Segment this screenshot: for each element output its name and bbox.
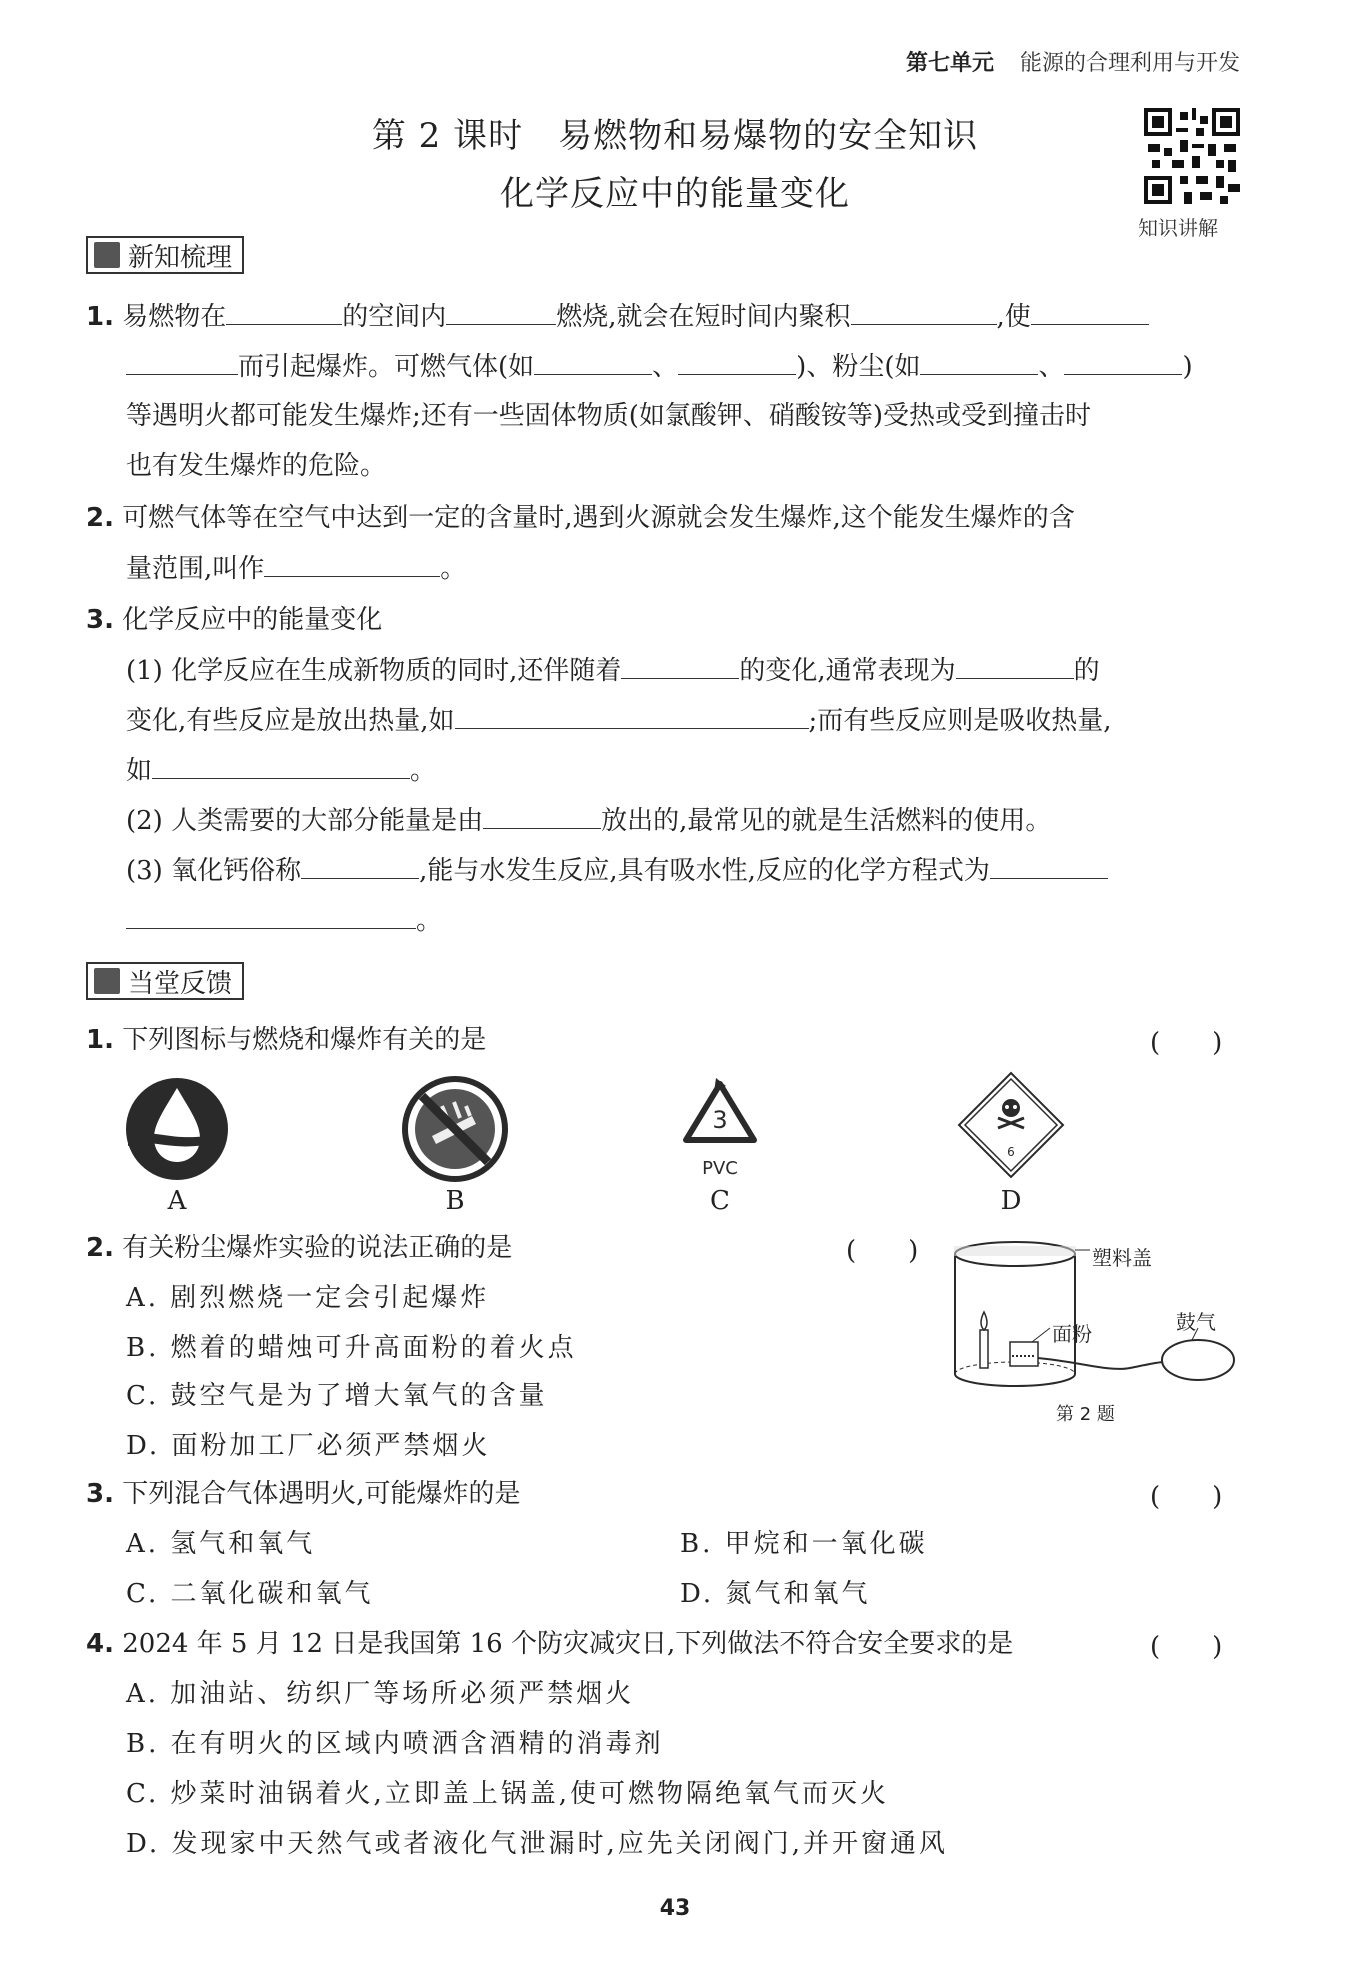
text: 的 — [1073, 656, 1100, 686]
pencil-icon — [94, 968, 120, 994]
f2-option-a[interactable]: A. 剧烈燃烧一定会引起爆炸 — [126, 1283, 490, 1313]
text: 、 — [652, 352, 679, 382]
page-number: 43 — [659, 1896, 691, 1921]
icon-label-a: A — [167, 1186, 187, 1216]
section-title: 新知梳理 — [128, 242, 233, 273]
q3-p1-line1 — [126, 652, 1100, 689]
text: 下列图标与燃烧和爆炸有关的是 — [122, 1025, 487, 1055]
figure-label-lid: 塑料盖 — [1092, 1246, 1152, 1270]
answer-blank[interactable] — [152, 752, 410, 779]
toxic-hazard-diamond-icon — [956, 1070, 1066, 1180]
text: 变化,有些反应是放出热量,如 — [126, 706, 455, 736]
q2-line1 — [86, 500, 1075, 536]
question-number: 3. — [86, 1479, 114, 1509]
text: 的空间内 — [342, 302, 447, 332]
recycling-symbol-icon — [672, 1074, 768, 1184]
question-number: 2. — [86, 503, 114, 533]
q3-p1-line3 — [126, 752, 436, 789]
text: 。 — [410, 756, 437, 786]
flammable-symbol-icon — [124, 1076, 230, 1182]
lesson-subtitle: 化学反应中的能量变化 — [500, 174, 850, 214]
text: 的变化,通常表现为 — [739, 656, 956, 686]
icon-label-c: C — [710, 1186, 730, 1216]
answer-blank[interactable] — [126, 902, 416, 929]
answer-blank[interactable] — [920, 348, 1038, 375]
answer-blank[interactable] — [621, 652, 739, 679]
f4-option-b[interactable]: B. 在有明火的区域内喷洒含酒精的消毒剂 — [126, 1729, 664, 1759]
f2-option-b[interactable]: B. 燃着的蜡烛可升高面粉的着火点 — [126, 1333, 577, 1363]
chapter-label: 能源的合理利用与开发 — [1019, 51, 1240, 76]
icon-label-b: B — [445, 1186, 465, 1216]
question-number: 4. — [86, 1629, 114, 1659]
answer-blank[interactable] — [264, 550, 440, 577]
answer-blank[interactable] — [226, 298, 342, 325]
book-icon — [94, 242, 120, 268]
text: )、粉尘(如 — [796, 352, 921, 382]
answer-bracket[interactable]: ( ) — [1150, 1028, 1223, 1058]
f4-option-a[interactable]: A. 加油站、纺织厂等场所必须严禁烟火 — [126, 1679, 635, 1709]
icon-label-d: D — [1000, 1186, 1022, 1216]
f3-option-b[interactable]: B. 甲烷和一氧化碳 — [680, 1529, 928, 1559]
text: 。 — [416, 906, 443, 936]
section-new-knowledge — [86, 236, 244, 274]
answer-blank[interactable] — [301, 852, 419, 879]
text: 化学反应中的能量变化 — [122, 605, 383, 635]
text: 2024 年 5 月 12 日是我国第 16 个防灾减灾日,下列做法不符合安全要求的是 — [122, 1629, 1014, 1659]
answer-blank[interactable] — [990, 852, 1108, 879]
qr-caption: 知识讲解 — [1138, 216, 1218, 240]
f4-option-c[interactable]: C. 炒菜时油锅着火,立即盖上锅盖,使可燃物隔绝氧气而灭火 — [126, 1779, 890, 1809]
lesson-title: 第 2 课时 易燃物和易爆物的安全知识 — [371, 116, 979, 156]
recycle-code: PVC — [702, 1158, 738, 1179]
f3-stem — [86, 1476, 521, 1512]
text: (1) 化学反应在生成新物质的同时,还伴随着 — [126, 656, 622, 686]
f4-option-d[interactable]: D. 发现家中天然气或者液化气泄漏时,应先关闭阀门,并开窗通风 — [126, 1829, 948, 1859]
answer-blank[interactable] — [455, 702, 809, 729]
answer-blank[interactable] — [1031, 298, 1149, 325]
q1-line2 — [126, 348, 1193, 385]
figure-label-flour: 面粉 — [1052, 1322, 1092, 1346]
question-number: 1. — [86, 1025, 114, 1055]
answer-blank[interactable] — [1064, 348, 1182, 375]
text: 如 — [126, 756, 153, 786]
f1-stem — [86, 1022, 486, 1058]
answer-blank[interactable] — [851, 298, 997, 325]
f2-option-c[interactable]: C. 鼓空气是为了增大氧气的含量 — [126, 1381, 548, 1411]
section-title: 当堂反馈 — [128, 968, 233, 999]
text: 下列混合气体遇明火,可能爆炸的是 — [122, 1479, 521, 1509]
q2-line2 — [126, 550, 466, 587]
text: 。 — [440, 554, 467, 584]
section-feedback — [86, 962, 244, 1000]
question-number: 1. — [86, 302, 114, 332]
f3-option-c[interactable]: C. 二氧化碳和氧气 — [126, 1579, 374, 1609]
answer-blank[interactable] — [483, 802, 601, 829]
f3-option-d[interactable]: D. 氮气和氧气 — [680, 1579, 871, 1609]
answer-bracket[interactable]: ( ) — [1150, 1632, 1223, 1662]
answer-blank[interactable] — [534, 348, 652, 375]
text: 而引起爆炸。可燃气体(如 — [238, 352, 535, 382]
answer-blank[interactable] — [446, 298, 556, 325]
answer-blank[interactable] — [126, 348, 238, 375]
text: ) — [1182, 352, 1193, 382]
f4-stem — [86, 1626, 1013, 1662]
figure-caption: 第 2 题 — [1056, 1404, 1115, 1425]
text: 可燃气体等在空气中达到一定的含量时,遇到火源就会发生爆炸,这个能发生爆炸的含 — [122, 503, 1075, 533]
text: (3) 氧化钙俗称 — [126, 856, 302, 886]
f2-option-d[interactable]: D. 面粉加工厂必须严禁烟火 — [126, 1431, 491, 1461]
answer-blank[interactable] — [678, 348, 796, 375]
q1-line3: 等遇明火都可能发生爆炸;还有一些固体物质(如氯酸钾、硝酸铵等)受热或受到撞击时 — [126, 401, 1092, 431]
text: 有关粉尘爆炸实验的说法正确的是 — [122, 1233, 513, 1263]
text: 放出的,最常见的就是生活燃料的使用。 — [601, 806, 1052, 836]
question-number: 2. — [86, 1233, 114, 1263]
qr-code-icon[interactable] — [1144, 108, 1240, 204]
q3-p3-line1 — [126, 852, 1108, 889]
figure-label-air: 鼓气 — [1176, 1310, 1216, 1334]
q3-p1-line2 — [126, 702, 1112, 739]
q1-line4: 也有发生爆炸的危险。 — [126, 451, 387, 481]
question-number: 3. — [86, 605, 114, 635]
q3-p2 — [126, 802, 1051, 839]
recycle-number: 3 — [712, 1106, 728, 1134]
answer-bracket[interactable]: ( ) — [846, 1236, 919, 1266]
unit-label: 第七单元 — [905, 50, 994, 76]
q1-line1 — [86, 298, 1149, 335]
text: (2) 人类需要的大部分能量是由 — [126, 806, 484, 836]
page-header — [906, 46, 1240, 77]
text: ,能与水发生反应,具有吸水性,反应的化学方程式为 — [419, 856, 990, 886]
text: ,使 — [996, 302, 1031, 332]
text: 易燃物在 — [122, 302, 227, 332]
text: 量范围,叫作 — [126, 554, 265, 584]
f3-option-a[interactable]: A. 氢气和氧气 — [126, 1529, 316, 1559]
text: 、 — [1038, 352, 1065, 382]
q3-p3-line2 — [126, 902, 442, 939]
f2-stem — [86, 1230, 512, 1266]
q3-line1 — [86, 602, 382, 638]
no-smoking-sign-icon — [402, 1076, 508, 1182]
text: ;而有些反应则是吸收热量, — [808, 706, 1112, 736]
answer-bracket[interactable]: ( ) — [1150, 1482, 1223, 1512]
hazard-class-number: 6 — [1007, 1145, 1015, 1159]
text: 燃烧,就会在短时间内聚积 — [556, 302, 851, 332]
answer-blank[interactable] — [956, 652, 1074, 679]
